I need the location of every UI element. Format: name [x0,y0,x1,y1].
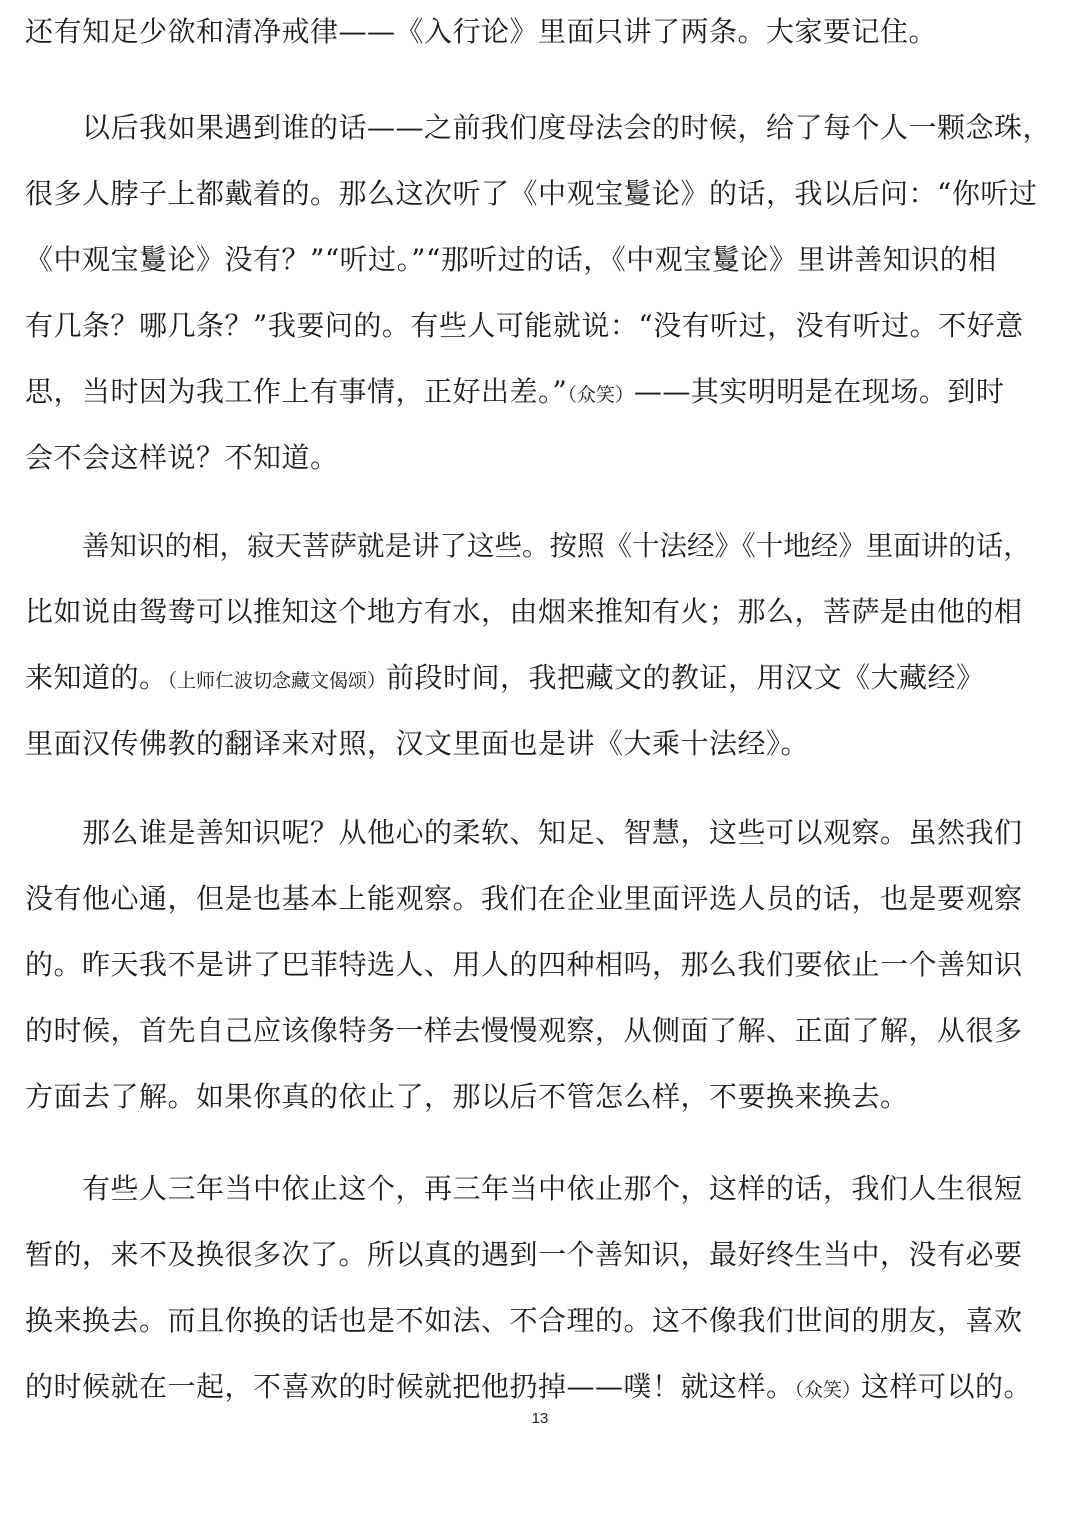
text-run: 思，当时因为我工作上有事情，正好出差。” [25,375,568,408]
text-line [25,882,1023,916]
text-line [25,15,937,49]
text-line [25,948,1023,982]
text-line [25,243,997,277]
text-run: 很多人脖子上都戴着的。那么这次听了《中观宝鬘论》的话，我以后问：“你听过 [25,177,1038,210]
text-line [82,111,1051,145]
text-run: 前段时间，我把藏文的教证，用汉文《大藏经》 [386,661,985,694]
text-line [25,309,1024,343]
text-run: 有几条？哪几条？”我要问的。有些人可能就说：“没有听过，没有听过。不好意 [25,309,1024,342]
text-run: 《中观宝鬘论》没有？”“听过。”“那听过的话，《中观宝鬘论》里讲善知识的相 [25,243,997,276]
text-run: 的时候，首先自己应该像特务一样去慢慢观察，从侧面了解、正面了解，从很多 [25,1014,1023,1047]
text-run: 里面汉传佛教的翻译来对照，汉文里面也是讲《大乘十法经》。 [25,727,810,760]
text-line [25,595,1023,629]
text-run: 有些人三年当中依止这个，再三年当中依止那个，这样的话，我们人生很短 [82,1172,1023,1205]
page-number: 13 [531,1410,549,1427]
audience-note: （众笑） [567,384,634,406]
text-run: 善知识的相，寂天菩萨就是讲了这些。按照《十法经》《十地经》里面讲的话， [82,530,1031,562]
text-run: ——其实明明是在现场。到时 [633,375,1005,408]
text-line [25,661,985,695]
text-run: 这样可以的。 [861,1370,1033,1403]
text-run: 会不会这样说？不知道。 [25,441,339,474]
text-line [82,529,1031,563]
text-run: 还有知足少欲和清净戒律——《入行论》里面只讲了两条。大家要记住。 [25,15,938,48]
text-line [25,727,809,761]
text-line [25,1080,909,1114]
text-run: 的时候就在一起，不喜欢的时候就把他扔掉——噗！就这样。 [25,1370,795,1403]
text-line [25,1304,1023,1338]
text-line [25,375,1004,409]
text-run: 暂的，来不及换很多次了。所以真的遇到一个善知识，最好终生当中，没有必要 [25,1238,1023,1271]
audience-note: （众笑） [794,1379,862,1401]
text-run: 的。昨天我不是讲了巴菲特选人、用人的四种相吗，那么我们要依止一个善知识 [25,948,1023,981]
text-run: 那么谁是善知识呢？从他心的柔软、知足、智慧，这些可以观察。虽然我们 [82,816,1023,849]
text-run: 比如说由鸳鸯可以推知这个地方有水，由烟来推知有火；那么，菩萨是由他的相 [25,595,1023,628]
text-line [25,177,1037,211]
text-line [25,1014,1023,1048]
text-line [82,816,1023,850]
text-run: 方面去了解。如果你真的依止了，那以后不管怎么样，不要换来换去。 [25,1080,909,1113]
text-line [82,1172,1023,1206]
text-line [25,1238,1023,1272]
text-run: 来知道的。 [25,661,168,694]
text-line [25,441,339,475]
text-run: 换来换去。而且你换的话也是不如法、不合理的。这不像我们世间的朋友，喜欢 [25,1304,1023,1337]
text-line [25,1370,1032,1404]
text-run: 以后我如果遇到谁的话——之前我们度母法会的时候，给了每个人一颗念珠， [82,111,1052,144]
text-run: 没有他心通，但是也基本上能观察。我们在企业里面评选人员的话，也是要观察 [25,882,1023,915]
speaker-note: （上师仁波切念藏文偈颂） [167,670,387,692]
